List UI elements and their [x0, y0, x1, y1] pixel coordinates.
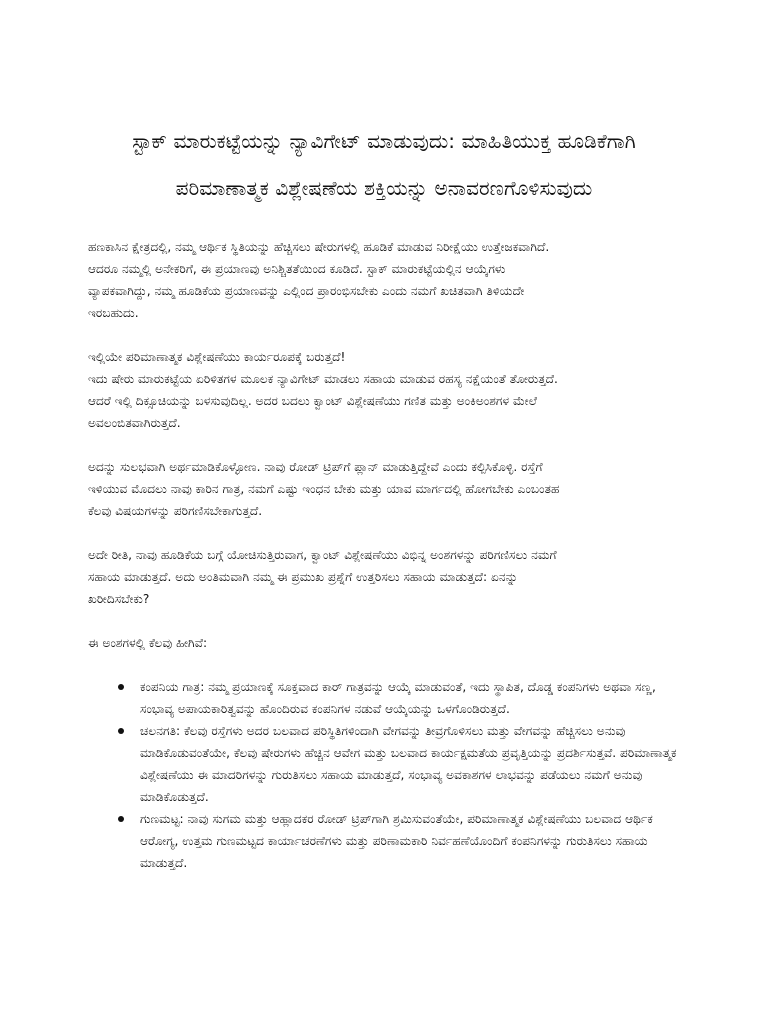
paragraph: [88, 346, 680, 434]
bullet-line: ಕಂಪನಿಯ ಗಾತ್ರ: ನಮ್ಮ ಪ್ರಯಾಣಕ್ಕೆ ಸೂಕ್ತವಾದ ಕಾರ್ ಗಾತ್ರವನ್ನು ಆಯ್ಕೆ ಮಾಡುವಂತೆ, ಇದು ಸ್ಥಾಪಿತ, ದೊಡ್ಡ: [140, 680, 553, 694]
bullet-line: ಮಾಡುತ್ತದೆ, ಸಂಭಾವ್ಯ ಅವಕಾಶಗಳ ಲಾಭವನ್ನು ಪಡೆಯಲು ನಮಗೆ ಅನುವು ಮಾಡಿಕೊಡುತ್ತದೆ.: [140, 768, 643, 804]
paragraph-line: ವ್ಯಾಪಕವಾಗಿದ್ದು, ನಮ್ಮ ಹೂಡಿಕೆಯ ಪ್ರಯಾಣವನ್ನು ಎಲ್ಲಿಂದ ಪ್ರಾರಂಭಿಸಬೇಕು ಎಂದು ನಮಗೆ ಖಚಿತವಾಗಿ ತಿಳಿಯದೇ: [88, 284, 525, 298]
bullet-line: ಕಂಪನಿಗಳನ್ನು ಗುರುತಿಸಲು ಸಹಾಯ ಮಾಡುತ್ತದೆ.: [140, 834, 648, 870]
paragraph: [88, 236, 680, 324]
bullet-line: ಒಳಗೊಂಡಿರುತ್ತದೆ.: [437, 702, 510, 716]
bullet-icon: [118, 816, 124, 822]
bullet-item: [118, 720, 680, 808]
paragraph: [88, 456, 680, 522]
paragraph-line: ಇಳಿಯುವ ಮೊದಲು ನಾವು ಕಾರಿನ ಗಾತ್ರ, ನಮಗೆ ಎಷ್ಟು ಇಂಧನ ಬೇಕು ಮತ್ತು ಯಾವ ಮಾರ್ಗದಲ್ಲಿ ಹೋಗಬೇಕು ಎಂಬಂತಹ: [88, 482, 560, 496]
bullet-line: ಚಲನಗತಿ: ಕೆಲವು ರಸ್ತೆಗಳು ಅದರ ಬಲವಾದ ಪರಿಸ್ಥಿತಿಗಳಿಂದಾಗಿ ವೇಗವನ್ನು ತೀವ್ರಗೊಳಿಸಲು ಮತ್ತು ವೇಗವನ್ನು: [140, 724, 553, 738]
paragraph-line: ಅದೇ ರೀತಿ, ನಾವು ಹೂಡಿಕೆಯ ಬಗ್ಗೆ ಯೋಚಿಸುತ್ತಿರುವಾಗ, ಕ್ವಾಂಟ್ ವಿಶ್ಲೇಷಣೆಯು ವಿಭಿನ್ನ ಅಂಶಗಳನ್ನು ಪರಿಗಣಿಸಲು ನಮಗೆ: [88, 548, 557, 562]
paragraph-line: ಅವಲಂಬಿತವಾಗಿರುತ್ತದೆ.: [88, 416, 181, 430]
paragraph-line: ಕೆಲವು ವಿಷಯಗಳನ್ನು ಪರಿಗಣಿಸಬೇಕಾಗುತ್ತದೆ.: [88, 504, 263, 518]
bullet-item: [118, 676, 680, 720]
paragraph-line: ಹಣಕಾಸಿನ ಕ್ಷೇತ್ರದಲ್ಲಿ, ನಮ್ಮ ಆರ್ಥಿಕ ಸ್ಥಿತಿಯನ್ನು ಹೆಚ್ಚಿಸಲು ಷೇರುಗಳಲ್ಲಿ ಹೂಡಿಕೆ ಮಾಡುವ ನಿರೀಕ್ಷೆಯು ಉತ್ತೇಜಕವಾಗಿದೆ.: [88, 240, 550, 254]
bullet-list: [88, 676, 680, 874]
bullet-line: ಪ್ರವೃತ್ತಿಯನ್ನು ಪ್ರದರ್ಶಿಸುತ್ತವೆ. ಪರಿಮಾಣಾತ್ಮಕ ವಿಶ್ಲೇಷಣೆಯು ಈ ಮಾದರಿಗಳನ್ನು ಗುರುತಿಸಲು ಸಹಾಯ: [140, 746, 677, 782]
document-body: [88, 236, 680, 874]
paragraph-line: ಈ ಅಂಶಗಳಲ್ಲಿ ಕೆಲವು ಹೀಗಿವೆ:: [88, 636, 208, 650]
bullet-line: ಬಲವಾದ ಆರ್ಥಿಕ ಆರೋಗ್ಯ, ಉತ್ತಮ ಗುಣಮಟ್ಟದ ಕಾರ್ಯಾಚರಣೆಗಳು ಮತ್ತು ಪರಿಣಾಮಕಾರಿ ನಿರ್ವಹಣೆಯೊಂದಿಗೆ: [140, 812, 653, 848]
paragraph-line: ಅದನ್ನು ಸುಲಭವಾಗಿ ಅರ್ಥಮಾಡಿಕೊಳ್ಳೋಣ. ನಾವು ರೋಡ್ ಟ್ರಿಪ್‌ಗೆ ಪ್ಲಾನ್ ಮಾಡುತ್ತಿದ್ದೇವೆ ಎಂದು ಕಲ್ಪಿಸಿಕೊಳ್ಳಿ. ರಸ್ತೆಗೆ: [88, 460, 543, 474]
bullet-line: ಹೆಚ್ಚಿಸಲು ಅನುವು ಮಾಡಿಕೊಡುವಂತೆಯೇ, ಕೆಲವು ಷೇರುಗಳು ಹೆಚ್ಚಿನ ಆವೇಗ ಮತ್ತು ಬಲವಾದ ಕಾರ್ಯಕ್ಷಮತೆಯ: [140, 724, 626, 760]
paragraph-line: ಖರೀದಿಸಬೇಕು?: [88, 592, 150, 606]
bullet-icon: [118, 728, 124, 734]
paragraph-line: ಇದು ಷೇರು ಮಾರುಕಟ್ಟೆಯ ಏರಿಳಿತಗಳ ಮೂಲಕ ನ್ಯಾವಿಗೇಟ್ ಮಾಡಲು ಸಹಾಯ ಮಾಡುವ ರಹಸ್ಯ ನಕ್ಷೆಯಂತೆ ತೋರುತ್ತದೆ.: [88, 372, 558, 386]
paragraph: [88, 544, 680, 610]
paragraph: [88, 632, 680, 654]
paragraph-line: ಇಲ್ಲಿಯೇ ಪರಿಮಾಣಾತ್ಮಕ ವಿಶ್ಲೇಷಣೆಯು ಕಾರ್ಯರೂಪಕ್ಕೆ ಬರುತ್ತದೆ!: [88, 350, 346, 364]
paragraph-line: ಇರಬಹುದು.: [88, 306, 139, 320]
paragraph-line: ಸಹಾಯ ಮಾಡುತ್ತದೆ. ಅದು ಅಂತಿಮವಾಗಿ ನಮ್ಮ ಈ ಪ್ರಮುಖ ಪ್ರಶ್ನೆಗೆ ಉತ್ತರಿಸಲು ಸಹಾಯ ಮಾಡುತ್ತದೆ: ಏನನ್ನು: [88, 570, 518, 584]
bullet-line: ಗುಣಮಟ್ಟ: ನಾವು ಸುಗಮ ಮತ್ತು ಆಹ್ಲಾದಕರ ರೋಡ್ ಟ್ರಿಪ್‌ಗಾಗಿ ಶ್ರಮಿಸುವಂತೆಯೇ, ಪರಿಮಾಣಾತ್ಮಕ ವಿಶ್ಲೇಷಣೆಯು: [140, 812, 582, 826]
bullet-icon: [118, 684, 124, 690]
paragraph-line: ಆದರೂ ನಮ್ಮಲ್ಲಿ ಅನೇಕರಿಗೆ, ಈ ಪ್ರಯಾಣವು ಅನಿಶ್ಚಿತತೆಯಿಂದ ಕೂಡಿದೆ. ಸ್ಟಾಕ್ ಮಾರುಕಟ್ಟೆಯಲ್ಲಿನ ಆಯ್ಕೆಗಳು: [88, 262, 506, 276]
paragraph-line: ಆದರೆ ಇಲ್ಲಿ ದಿಕ್ಸೂಚಿಯನ್ನು ಬಳಸುವುದಿಲ್ಲ. ಅದರ ಬದಲು ಕ್ವಾಂಟ್ ವಿಶ್ಲೇಷಣೆಯು ಗಣಿತ ಮತ್ತು ಅಂಕಿಅಂಶಗಳ ಮೇಲೆ: [88, 394, 537, 408]
bullet-line: ಕಂಪನಿಗಳು ಅಥವಾ ಸಣ್ಣ, ಸಂಭಾವ್ಯ ಅಪಾಯಕಾರಿತ್ವವನ್ನು ಹೊಂದಿರುವ ಕಂಪನಿಗಳ ನಡುವೆ ಆಯ್ಕೆಯನ್ನು: [140, 680, 656, 716]
document-title: ಸ್ಟಾಕ್ ಮಾರುಕಟ್ಟೆಯನ್ನು ನ್ಯಾವಿಗೇಟ್ ಮಾಡುವುದು: ಮಾಹಿತಿಯುಕ್ತ ಹೂಡಿಕೆಗಾಗಿ ಪರಿಮಾಣಾತ್ಮಕ ವಿಶ್ಲೇಷಣೆಯ ಶಕ್ತಿಯನ್ನು ಅನಾವರಣಗೊಳಿಸುವುದು: [132, 129, 636, 200]
bullet-item: [118, 808, 680, 874]
